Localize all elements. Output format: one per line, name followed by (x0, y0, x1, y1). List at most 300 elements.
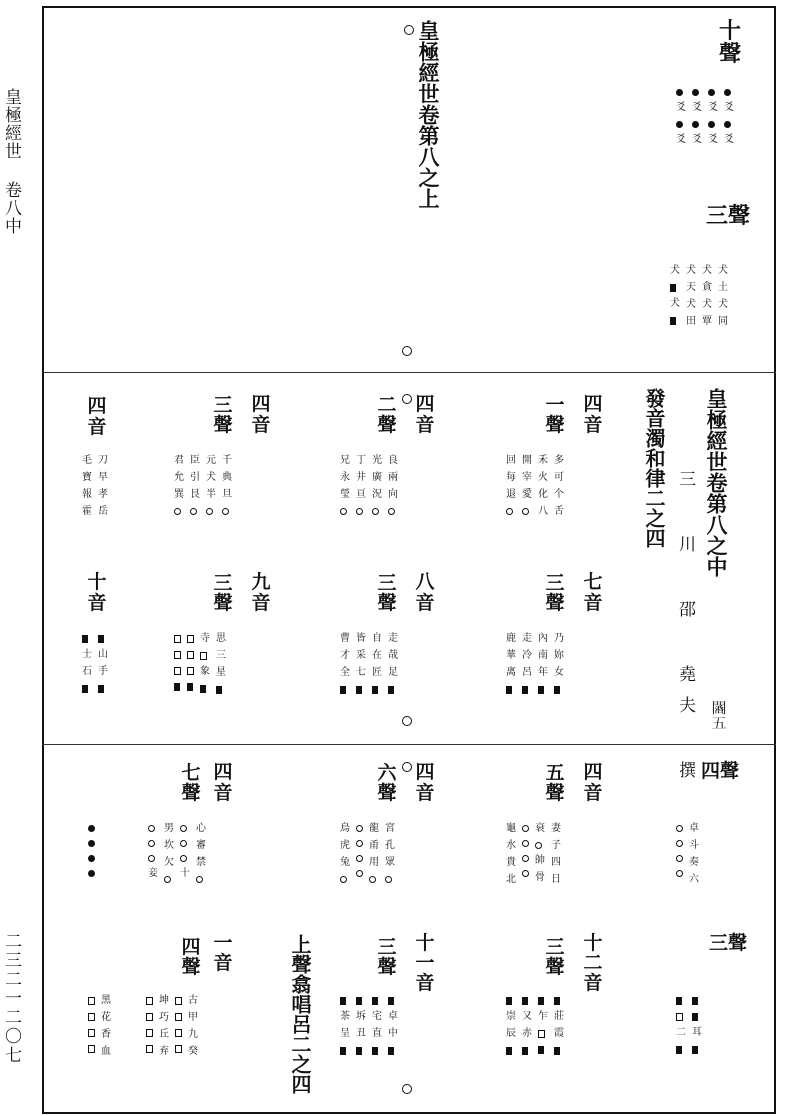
rhyme-char: 女 (554, 667, 564, 678)
rhyme-char: 甬 (369, 840, 379, 851)
empty-circle-mark (385, 876, 392, 883)
rhyme-cell (188, 1030, 199, 1040)
rhyme-block-p2-3 (174, 456, 233, 515)
rhyme-char: 欠 (164, 857, 174, 868)
rhyme-char: 龍 (369, 823, 379, 834)
rhyme-column (148, 824, 159, 883)
rhyme-cell (164, 858, 175, 868)
rhyme-char: 孝 (98, 489, 108, 500)
rhyme-char: 鹿 (506, 633, 516, 644)
rhyme-cell (356, 824, 364, 832)
rhyme-column (506, 996, 517, 1055)
rhyme-cell (356, 456, 367, 466)
rhyme-cell (148, 839, 159, 847)
empty-box-mark (175, 1013, 182, 1021)
empty-box-mark (88, 997, 95, 1005)
rhyme-char: 哉 (388, 650, 398, 661)
rhyme-cell (356, 634, 367, 644)
rhyme-char: 光 (372, 455, 382, 466)
rhyme-column (708, 88, 719, 145)
rhyme-cell (522, 490, 533, 500)
rhyme-char: 直 (372, 1028, 382, 1039)
rhyme-char: 毛 (82, 455, 92, 466)
rhyme-char: 呈 (340, 1028, 350, 1039)
rhyme-block-p3-10 (88, 996, 112, 1057)
volume-title-8a: 皇極經世卷第八之上 (416, 20, 441, 209)
filled-square-mark (82, 685, 88, 693)
section-heading-fayin: 發音濁和律二之四 (642, 388, 666, 548)
header-siyin: 四音 (415, 393, 435, 436)
rhyme-block-p3-8 (340, 996, 399, 1055)
rhyme-char: 足 (388, 667, 398, 678)
rhyme-char: 早 (98, 472, 108, 483)
rhyme-char: 眾 (385, 857, 395, 868)
header-siyin: 四音 (213, 761, 233, 804)
rhyme-cell (159, 1013, 170, 1023)
rhyme-char: 多 (554, 455, 564, 466)
header-siyin: 四音 (87, 395, 107, 438)
empty-box-mark (187, 667, 194, 675)
rhyme-cell (356, 668, 367, 678)
rhyme-char: 爻 (708, 102, 718, 113)
rhyme-char: 衰 (535, 823, 545, 834)
filled-square-mark (356, 686, 362, 694)
rhyme-column (551, 824, 562, 885)
rhyme-char: 北 (506, 874, 516, 885)
rhyme-cell (98, 456, 109, 466)
rhyme-cell (702, 317, 713, 327)
filled-dot-mark (692, 121, 699, 128)
rhyme-column (164, 824, 175, 883)
rhyme-cell (206, 490, 217, 500)
header-yisheng: 一聲 (545, 394, 565, 436)
rhyme-char: 刀 (98, 455, 108, 466)
rhyme-column (554, 996, 565, 1055)
rhyme-cell (340, 996, 351, 1005)
rhyme-cell (146, 996, 154, 1005)
rhyme-cell (554, 1046, 565, 1055)
rhyme-cell (196, 858, 207, 868)
rhyme-cell (676, 996, 687, 1005)
rhyme-cell (388, 685, 399, 694)
filled-square-mark (340, 686, 346, 694)
rhyme-cell (506, 456, 517, 466)
rhyme-cell (522, 854, 530, 862)
rhyme-cell (686, 317, 697, 327)
rhyme-char: 才 (340, 650, 350, 661)
rhyme-cell (522, 668, 533, 678)
rhyme-cell (200, 684, 211, 693)
rhyme-char: 香 (101, 1029, 111, 1040)
rhyme-cell (372, 456, 383, 466)
rhyme-char: 犬 (718, 299, 728, 310)
rhyme-cell (196, 875, 207, 883)
rhyme-cell (702, 300, 713, 310)
rhyme-cell (718, 283, 729, 293)
header-siyin: 四音 (583, 393, 603, 436)
filled-square-mark (692, 1013, 698, 1021)
rhyme-cell (206, 507, 217, 515)
header-shiyiyin: 十一音 (415, 932, 435, 994)
rhyme-cell (188, 1013, 199, 1023)
rhyme-char: 坤 (159, 995, 169, 1006)
rhyme-cell (372, 473, 383, 483)
empty-circle-mark (676, 855, 683, 862)
rhyme-cell (538, 456, 549, 466)
rhyme-cell (82, 634, 93, 643)
rhyme-char: 元 (206, 455, 216, 466)
rhyme-char: 七 (356, 667, 366, 678)
rhyme-char: 坼 (356, 1011, 366, 1022)
rhyme-char: 癸 (188, 1046, 198, 1057)
rhyme-cell (88, 854, 96, 862)
rhyme-char: 霍 (82, 506, 92, 517)
rhyme-cell (689, 875, 700, 885)
rhyme-char: 宰 (522, 472, 532, 483)
empty-box-mark (175, 1045, 182, 1053)
rhyme-cell (340, 507, 351, 515)
rhyme-char: 甲 (188, 1012, 198, 1023)
rhyme-block-p2-6 (340, 634, 399, 694)
rhyme-cell (82, 473, 93, 483)
rhyme-cell (187, 666, 195, 675)
rhyme-char: 辰 (506, 1028, 516, 1039)
marker-circle (402, 1084, 412, 1094)
rhyme-column (554, 634, 565, 694)
rhyme-char: 舌 (554, 506, 564, 517)
header-sansheng: 三聲 (545, 572, 565, 614)
rhyme-cell (88, 1028, 96, 1037)
rhyme-char: 妾 (148, 868, 158, 879)
rhyme-column (356, 634, 367, 694)
rhyme-char: 宅 (372, 1011, 382, 1022)
rhyme-cell (146, 1028, 154, 1037)
empty-circle-mark (369, 876, 376, 883)
rhyme-char: 八 (538, 506, 548, 517)
rhyme-char: 爻 (724, 102, 734, 113)
rhyme-cell (670, 283, 681, 292)
filled-dot-mark (88, 855, 95, 862)
rhyme-cell (175, 996, 183, 1005)
rhyme-cell (506, 1012, 517, 1022)
rhyme-cell (676, 1028, 687, 1038)
rhyme-cell (340, 668, 351, 678)
rhyme-cell (175, 1044, 183, 1053)
rhyme-cell (98, 650, 109, 660)
rhyme-column (385, 824, 396, 883)
rhyme-cell (506, 1046, 517, 1055)
rhyme-char: 寺 (200, 633, 210, 644)
rhyme-char: 田 (686, 316, 696, 327)
rhyme-column (369, 824, 380, 883)
empty-box-mark (187, 635, 194, 643)
rhyme-cell (522, 473, 533, 483)
rhyme-block-p2-4 (82, 456, 109, 517)
rhyme-cell (388, 1029, 399, 1039)
rhyme-column (180, 824, 191, 883)
rhyme-cell (356, 651, 367, 661)
empty-box-mark (146, 1029, 153, 1037)
rhyme-cell (369, 858, 380, 868)
rhyme-column (506, 824, 517, 885)
rhyme-char: 九 (188, 1029, 198, 1040)
rhyme-cell (190, 507, 201, 515)
rhyme-cell (388, 651, 399, 661)
rhyme-column (686, 266, 697, 327)
rhyme-block-p3-1 (676, 824, 700, 885)
filled-square-mark (692, 997, 698, 1005)
empty-box-mark (174, 635, 181, 643)
rhyme-cell (551, 841, 562, 851)
rhyme-char: 自 (372, 633, 382, 644)
rhyme-char: 犬 (702, 299, 712, 310)
rhyme-cell (724, 120, 735, 128)
rhyme-cell (708, 120, 719, 128)
rhyme-char: 二 (676, 1027, 686, 1038)
rhyme-column (689, 824, 700, 885)
rhyme-column (670, 266, 681, 327)
rhyme-cell (340, 473, 351, 483)
rhyme-column (676, 88, 687, 145)
rhyme-cell (188, 996, 199, 1006)
rhyme-char: 匠 (372, 667, 382, 678)
rhyme-cell (506, 1029, 517, 1039)
rhyme-column (356, 996, 367, 1055)
rhyme-cell (522, 651, 533, 661)
empty-box-mark (538, 1030, 545, 1038)
filled-square-mark (670, 317, 676, 325)
empty-circle-mark (206, 508, 213, 515)
rhyme-cell (148, 824, 159, 832)
rhyme-cell (82, 456, 93, 466)
rhyme-column (522, 634, 533, 694)
rhyme-cell (676, 824, 684, 832)
rhyme-cell (522, 1012, 533, 1022)
rhyme-cell (356, 473, 367, 483)
header-siyin: 四音 (583, 761, 603, 804)
rhyme-cell (506, 473, 517, 483)
rhyme-char: 茶 (340, 1011, 350, 1022)
rhyme-column (187, 634, 195, 694)
rhyme-cell (98, 634, 109, 643)
rhyme-char: 星 (216, 667, 226, 678)
rhyme-cell (340, 858, 351, 868)
rhyme-char: 士 (82, 649, 92, 660)
rhyme-char: 水 (506, 840, 516, 851)
rhyme-char: 冷 (522, 650, 532, 661)
rhyme-cell (676, 88, 687, 96)
empty-box-mark (200, 652, 207, 660)
header-qiyin: 七音 (583, 571, 603, 614)
rhyme-cell (88, 869, 96, 877)
rhyme-char: 犬 (702, 265, 712, 276)
rhyme-column (146, 996, 154, 1057)
rhyme-char: 瑩 (340, 489, 350, 500)
rhyme-cell (98, 473, 109, 483)
rhyme-cell (676, 869, 684, 877)
rhyme-cell (196, 824, 207, 834)
rhyme-char: 每 (506, 472, 516, 483)
filled-square-mark (670, 284, 676, 292)
filled-square-mark (522, 997, 528, 1005)
header-sansheng: 三聲 (377, 572, 397, 614)
rhyme-column (340, 824, 351, 883)
rhyme-char: 犬 (670, 265, 680, 276)
rhyme-column (506, 634, 517, 694)
rhyme-cell (372, 996, 383, 1005)
rhyme-cell (98, 490, 109, 500)
rhyme-column (174, 456, 185, 515)
rhyme-column (188, 996, 199, 1057)
rhyme-cell (522, 996, 533, 1005)
rhyme-column (724, 88, 735, 145)
rhyme-cell (88, 996, 96, 1005)
rhyme-char: 丑 (356, 1028, 366, 1039)
rhyme-cell (388, 1012, 399, 1022)
header-shiyin: 十音 (87, 571, 107, 614)
rhyme-cell (356, 854, 364, 862)
rhyme-char: 在 (372, 650, 382, 661)
rhyme-column (82, 634, 93, 693)
empty-circle-mark (180, 825, 187, 832)
filled-square-mark (216, 686, 222, 694)
rhyme-column (388, 996, 399, 1055)
rhyme-char: 乃 (554, 633, 564, 644)
rhyme-cell (369, 875, 380, 883)
rhyme-cell (522, 507, 533, 515)
rhyme-cell (372, 685, 383, 694)
empty-circle-mark (676, 825, 683, 832)
rhyme-char: 允 (174, 472, 184, 483)
empty-box-mark (88, 1029, 95, 1037)
rhyme-char: 兩 (388, 472, 398, 483)
page-frame (42, 6, 776, 1114)
rhyme-char: 典 (222, 472, 232, 483)
rhyme-char: 孔 (385, 840, 395, 851)
rhyme-column (101, 996, 112, 1057)
rhyme-column (702, 266, 713, 327)
rhyme-cell (356, 507, 367, 515)
rhyme-cell (356, 996, 367, 1005)
rhyme-char: 內 (538, 633, 548, 644)
rhyme-cell (340, 1046, 351, 1055)
header-sisheng: 四聲 (700, 760, 739, 782)
rhyme-cell (506, 875, 517, 885)
rhyme-cell (340, 875, 351, 883)
rhyme-char: 貴 (506, 857, 516, 868)
rhyme-column (388, 634, 399, 694)
filled-square-mark (200, 685, 206, 693)
rhyme-char: 十 (180, 868, 190, 879)
empty-circle-mark (676, 870, 683, 877)
rhyme-char: 可 (554, 472, 564, 483)
rhyme-cell (506, 858, 517, 868)
rhyme-cell (538, 1012, 549, 1022)
rhyme-column (538, 456, 549, 517)
rhyme-cell (686, 283, 697, 293)
rhyme-char: 丘 (159, 1029, 169, 1040)
rhyme-cell (506, 651, 517, 661)
rhyme-cell (385, 824, 396, 834)
rhyme-column (216, 634, 227, 694)
rhyme-cell (164, 841, 175, 851)
rhyme-char: 又 (522, 1011, 532, 1022)
rhyme-char: 皆 (356, 633, 366, 644)
rhyme-char: 艮 (190, 489, 200, 500)
rhyme-block-p1-top (676, 88, 735, 145)
rhyme-cell (98, 507, 109, 517)
rhyme-column (340, 996, 351, 1055)
empty-circle-mark (180, 840, 187, 847)
empty-circle-mark (148, 855, 155, 862)
rhyme-cell (340, 634, 351, 644)
rhyme-cell (340, 685, 351, 694)
rhyme-cell (101, 1013, 112, 1023)
rhyme-column (88, 996, 96, 1057)
header-ersheng: 二聲 (377, 394, 397, 436)
rhyme-cell (82, 667, 93, 677)
rhyme-cell (356, 869, 364, 877)
panel-divider-top (42, 372, 776, 373)
rhyme-char: 永 (340, 472, 350, 483)
rhyme-cell (98, 667, 109, 677)
empty-circle-mark (174, 508, 181, 515)
margin-book-title: 皇極經世 卷八中 (1, 88, 21, 235)
header-bayin: 八音 (415, 571, 435, 614)
rhyme-cell (676, 854, 684, 862)
rhyme-block-p3-5 (88, 824, 96, 877)
rhyme-block-p2-2 (340, 456, 399, 515)
rhyme-cell (554, 1029, 565, 1039)
rhyme-column (692, 996, 703, 1054)
filled-square-mark (98, 635, 104, 643)
rhyme-char: 赤 (522, 1028, 532, 1039)
header-shieryin: 十二音 (583, 932, 603, 994)
rhyme-cell (82, 684, 93, 693)
rhyme-cell (692, 1045, 703, 1054)
rhyme-column (98, 634, 109, 693)
rhyme-cell (222, 473, 233, 483)
rhyme-cell (222, 490, 233, 500)
rhyme-char: 男 (164, 823, 174, 834)
rhyme-char: 良 (388, 455, 398, 466)
empty-circle-mark (506, 508, 513, 515)
rhyme-block-p2-8 (82, 634, 109, 693)
filled-square-mark (554, 997, 560, 1005)
rhyme-char: 開 (522, 455, 532, 466)
rhyme-column (196, 824, 207, 883)
filled-square-mark (506, 686, 512, 694)
rhyme-column (372, 996, 383, 1055)
filled-dot-mark (708, 121, 715, 128)
rhyme-char: 爻 (676, 102, 686, 113)
rhyme-cell (187, 634, 195, 643)
rhyme-char: 全 (340, 667, 350, 678)
rhyme-cell (538, 634, 549, 644)
rhyme-cell (506, 634, 517, 644)
rhyme-cell (522, 1046, 533, 1055)
empty-circle-mark (196, 876, 203, 883)
rhyme-cell (689, 858, 700, 868)
rhyme-cell (388, 473, 399, 483)
rhyme-cell (538, 1045, 549, 1054)
rhyme-char: 心 (196, 823, 206, 834)
filled-square-mark (174, 683, 180, 691)
rhyme-char: 子 (551, 840, 561, 851)
filled-square-mark (187, 683, 193, 691)
rhyme-cell (356, 685, 367, 694)
rhyme-char: 爻 (708, 134, 718, 145)
